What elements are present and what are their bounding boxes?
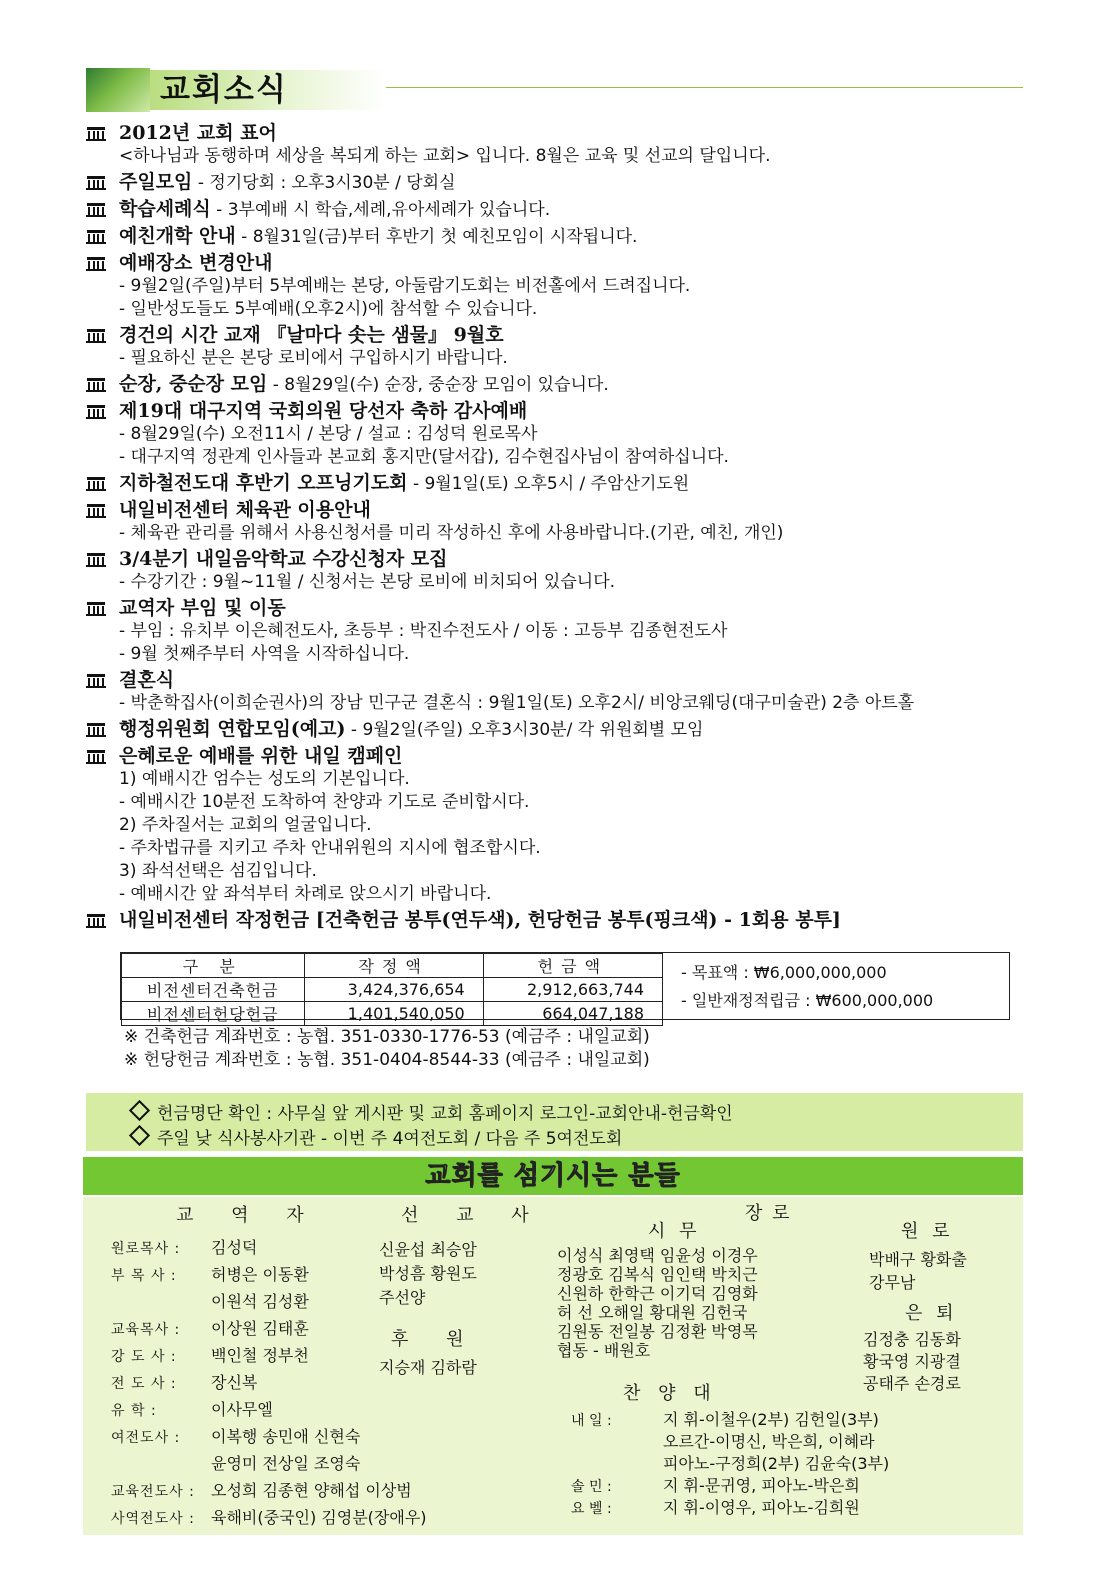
offering-summary: [681, 959, 933, 1015]
notice-heading: 학습세례식 - 3부예배 시 학습,세례,유아세례가 있습니다.: [119, 198, 551, 220]
row-label: 비전센터건축헌금: [122, 978, 305, 1002]
staff-names: 이사무엘: [211, 1400, 273, 1419]
notice-detail: - 주차법규를 지키고 주차 안내위원의 지시에 협조합시다.: [119, 838, 541, 858]
choir-detail: 지 휘-문귀영, 피아노-박은희: [663, 1476, 860, 1495]
given-value: 2,912,663,744: [483, 978, 662, 1002]
notice-item: [86, 225, 1026, 249]
info-line: 주일 낮 식사봉사기관 - 이번 주 4여전도회 / 다음 주 5여전도회: [132, 1124, 622, 1149]
notice-detail: <하나님과 동행하며 세상을 복되게 하는 교회> 입니다. 8월은 교육 및 선교의 달입니다.: [119, 146, 771, 166]
staff-row: [111, 1316, 309, 1339]
staff-role: 교육전도사 :: [111, 1484, 195, 1500]
building-icon: [86, 202, 106, 218]
staff-names: 장신복: [211, 1373, 258, 1392]
missionary-row: 주선양: [379, 1288, 426, 1307]
staff-role: 유 학 :: [111, 1403, 157, 1419]
staff-role: 교육목사 :: [111, 1322, 181, 1338]
building-icon: [86, 328, 106, 344]
building-icon: [86, 503, 106, 519]
people-title: 교회를 섬기시는 분들: [83, 1157, 1023, 1195]
pledged-value: 1,401,540,050: [304, 1002, 483, 1026]
active-elder-row: 신원하 한학근 이기덕 김영화: [557, 1284, 758, 1303]
retired-row: 김정충 김동화: [863, 1330, 961, 1349]
staff-role: 전 도 사 :: [111, 1376, 177, 1392]
notice-detail: 1) 예배시간 엄수는 성도의 기본입니다.: [119, 769, 410, 789]
choir-name: 요 벨 :: [571, 1501, 612, 1517]
notice-heading: 예친개학 안내 - 8월31일(금)부터 후반기 첫 예친모임이 시작됩니다.: [119, 225, 638, 247]
staff-role: 원로목사 :: [111, 1241, 181, 1257]
col-category: 구 분: [122, 954, 305, 978]
notice-detail: - 대구지역 정관계 인사들과 본교회 홍지만(달서갑), 김수현집사님이 참여하십니다.: [119, 447, 729, 467]
choir-row: [571, 1473, 860, 1496]
active-elder-row: 허 선 오해일 황대원 김헌국: [557, 1303, 748, 1322]
notice-detail: - 예배시간 앞 좌석부터 차례로 앉으시기 바랍니다.: [119, 884, 492, 904]
notice-heading: 은혜로운 예배를 위한 내일 캠페인: [119, 745, 403, 767]
choir-name: 솔 민 :: [571, 1479, 612, 1495]
section-header: [86, 66, 1023, 116]
staff-row: [111, 1451, 360, 1474]
info-line: 헌금명단 확인 : 사무실 앞 게시판 및 교회 홈페이지 로그인-교회안내-헌금확인: [132, 1099, 733, 1124]
staff-row: [111, 1505, 427, 1528]
notice-item: [86, 669, 1026, 715]
notice-detail: - 체육관 관리를 위해서 사용신청서를 미리 작성하신 후에 사용바랍니다.(기관, 예친, 개인): [119, 523, 784, 543]
info-band: [86, 1093, 1023, 1151]
notice-detail: - 박춘학집사(이희순권사)의 장남 민구군 결혼식 : 9월1일(토) 오후2시/ 비앙코웨딩(대구미술관) 2층 아트홀: [119, 693, 915, 713]
notice-item: [86, 718, 1026, 742]
active-elder-row: 김원동 전일봉 김정환 박영목: [557, 1322, 758, 1341]
staff-names: 이복행 송민애 신현숙: [211, 1427, 361, 1446]
notice-heading: 지하철전도대 후반기 오프닝기도회 - 9월1일(토) 오후5시 / 주암산기도원: [119, 472, 690, 494]
notice-item: [86, 324, 1026, 370]
notice-item: [86, 171, 1026, 195]
building-icon: [86, 404, 106, 420]
page-title: 교회소식: [150, 70, 386, 110]
active-elders-heading: 시 무: [648, 1221, 701, 1242]
diamond-icon: [129, 1125, 150, 1146]
diamond-icon: [129, 1100, 150, 1121]
notice-detail: - 9월 첫째주부터 사역을 시작하십니다.: [119, 644, 410, 664]
header-photo: [86, 68, 150, 112]
missionary-heading: 선 교 사: [401, 1205, 545, 1226]
offering-table: [121, 953, 663, 1026]
choir-row: [571, 1407, 879, 1430]
table-row: [122, 1002, 663, 1026]
building-icon: [86, 229, 106, 245]
col-pledged: 작정액: [304, 954, 483, 978]
supporter-row: 지승재 김하람: [379, 1358, 477, 1377]
row-label: 비전센터헌당헌금: [122, 1002, 305, 1026]
building-icon: [86, 377, 106, 393]
choir-heading: 찬 양 대: [623, 1383, 717, 1404]
staff-names: 윤영미 전상일 조영숙: [211, 1454, 361, 1473]
notice-heading: 주일모임 - 정기당회 : 오후3시30분 / 당회실: [119, 171, 456, 193]
active-elder-row: 협동 - 배원호: [557, 1341, 651, 1360]
notice-detail: - 일반성도들도 5부예배(오후2시)에 참석할 수 있습니다.: [119, 299, 538, 319]
staff-names: 허병은 이동환: [211, 1265, 309, 1284]
table-row: [122, 978, 663, 1002]
notice-heading: 행정위원회 연합모임(예고) - 9월2일(주일) 오후3시30분/ 각 위원회별 모임: [119, 718, 704, 740]
choir-detail: 피아노-구정희(2부) 김윤숙(3부): [663, 1454, 890, 1473]
staff-heading: 교 역 자: [176, 1205, 320, 1226]
emeritus-row: 박배구 황화출: [869, 1250, 967, 1269]
notice-detail: - 8월29일(수) 오전11시 / 본당 / 설교 : 김성덕 원로목사: [119, 424, 538, 444]
choir-row: [571, 1495, 860, 1518]
missionary-row: 박성흠 황원도: [379, 1264, 477, 1283]
account-line: ※ 건축헌금 계좌번호 : 농협. 351-0330-1776-53 (예금주 : 내일교회): [124, 1027, 650, 1047]
notice-heading: 3/4분기 내일음악학교 수강신청자 모집: [119, 548, 448, 570]
staff-row: [111, 1478, 412, 1501]
notice-heading: 내일비전센터 작정헌금 [건축헌금 봉투(연두색), 헌당헌금 봉투(핑크색) - 1회용 봉투]: [119, 909, 841, 931]
notice-heading: 내일비전센터 체육관 이용안내: [119, 499, 371, 521]
notice-detail: 3) 좌석선택은 섬김입니다.: [119, 861, 317, 881]
choir-row: [571, 1429, 875, 1452]
account-numbers: [124, 1026, 650, 1072]
notice-heading: 경건의 시간 교재 『날마다 솟는 샘물』 9월호: [119, 324, 504, 346]
notice-item: [86, 400, 1026, 469]
notice-item: [86, 122, 1026, 168]
active-elder-row: 정광호 김복식 임인택 박치근: [557, 1265, 758, 1284]
building-icon: [86, 552, 106, 568]
notice-heading: 제19대 대구지역 국회의원 당선자 축하 감사예배: [119, 400, 528, 422]
notice-item: [86, 252, 1026, 321]
notice-detail: - 9월2일(주일)부터 5부예배는 본당, 아둘람기도회는 비전홀에서 드려집니다.: [119, 276, 691, 296]
staff-names: 오성희 김종현 양해섭 이상범: [211, 1481, 412, 1500]
building-icon: [86, 476, 106, 492]
staff-role: 여전도사 :: [111, 1430, 181, 1446]
notice-item: [86, 745, 1026, 906]
notice-heading: 결혼식: [119, 669, 175, 691]
notice-heading: 순장, 중순장 모임 - 8월29일(수) 순장, 중순장 모임이 있습니다.: [119, 373, 609, 395]
notice-heading: 교역자 부임 및 이동: [119, 597, 286, 619]
supporter-heading: 후 원: [391, 1329, 480, 1350]
notice-list: [86, 122, 1026, 935]
choir-detail: 지 휘-이철우(2부) 김헌일(3부): [663, 1410, 879, 1429]
retired-row: 황국영 지광결: [863, 1352, 961, 1371]
notice-detail: - 필요하신 분은 본당 로비에서 구입하시기 바랍니다.: [119, 348, 508, 368]
notice-item: [86, 597, 1026, 666]
staff-role: 부 목 사 :: [111, 1268, 177, 1284]
staff-role: 사역전도사 :: [111, 1511, 195, 1527]
building-icon: [86, 673, 106, 689]
notice-detail: - 수강기간 : 9월~11월 / 신청서는 본당 로비에 비치되어 있습니다.: [119, 572, 616, 592]
notice-heading: 예배장소 변경안내: [119, 252, 273, 274]
building-icon: [86, 126, 106, 142]
building-icon: [86, 722, 106, 738]
staff-names: 김성덕: [211, 1238, 258, 1257]
notice-item: [86, 198, 1026, 222]
emeritus-heading: 원 로: [901, 1221, 954, 1242]
notice-heading: 2012년 교회 표어: [119, 122, 277, 144]
staff-row: [111, 1262, 309, 1285]
staff-names: 육해비(중국인) 김영분(장애우): [211, 1508, 427, 1527]
staff-role: 강 도 사 :: [111, 1349, 177, 1365]
building-icon: [86, 175, 106, 191]
goal-amount: - 목표액 : ₩6,000,000,000: [681, 963, 887, 982]
pledged-value: 3,424,376,654: [304, 978, 483, 1002]
choir-detail: 지 휘-이영우, 피아노-김희원: [663, 1498, 860, 1517]
staff-row: [111, 1343, 309, 1366]
given-value: 664,047,188: [483, 1002, 662, 1026]
staff-row: [111, 1397, 273, 1420]
people-body: [83, 1197, 1023, 1535]
retired-heading: 은 퇴: [905, 1303, 958, 1324]
notice-item: [86, 548, 1026, 594]
notice-item: [86, 909, 1026, 932]
staff-row: [111, 1235, 257, 1258]
building-icon: [86, 749, 106, 765]
notice-detail: - 예배시간 10분전 도착하여 찬양과 기도로 준비합시다.: [119, 792, 530, 812]
active-elder-row: 이성식 최영택 임윤성 이경우: [557, 1246, 758, 1265]
building-icon: [86, 601, 106, 617]
choir-name: 내 일 :: [571, 1413, 612, 1429]
notice-detail: - 부임 : 유치부 이은혜전도사, 초등부 : 박진수전도사 / 이동 : 고등부 김종현전도사: [119, 621, 728, 641]
staff-names: 이원석 김성환: [211, 1292, 309, 1311]
choir-row: [571, 1451, 889, 1474]
staff-row: [111, 1370, 257, 1393]
notice-item: [86, 499, 1026, 545]
elders-heading: 장 로: [745, 1203, 792, 1224]
retired-row: 공태주 손경로: [863, 1374, 961, 1393]
staff-row: [111, 1289, 309, 1312]
missionary-row: 신윤섭 최승암: [379, 1240, 477, 1259]
offering-box: [120, 952, 1010, 1024]
col-given: 헌금액: [483, 954, 662, 978]
staff-names: 이상원 김태훈: [211, 1319, 309, 1338]
notice-detail: 2) 주차질서는 교회의 얼굴입니다.: [119, 815, 372, 835]
emeritus-row: 강무남: [869, 1273, 916, 1292]
notice-item: [86, 472, 1026, 496]
staff-row: [111, 1424, 360, 1447]
reserve-amount: - 일반재정적립금 : ₩600,000,000: [681, 991, 934, 1010]
notice-item: [86, 373, 1026, 397]
building-icon: [86, 913, 106, 929]
staff-names: 백인철 정부천: [211, 1346, 309, 1365]
building-icon: [86, 256, 106, 272]
account-line: ※ 헌당헌금 계좌번호 : 농협. 351-0404-8544-33 (예금주 : 내일교회): [124, 1050, 650, 1070]
choir-detail: 오르간-이명신, 박은희, 이혜라: [663, 1432, 875, 1451]
